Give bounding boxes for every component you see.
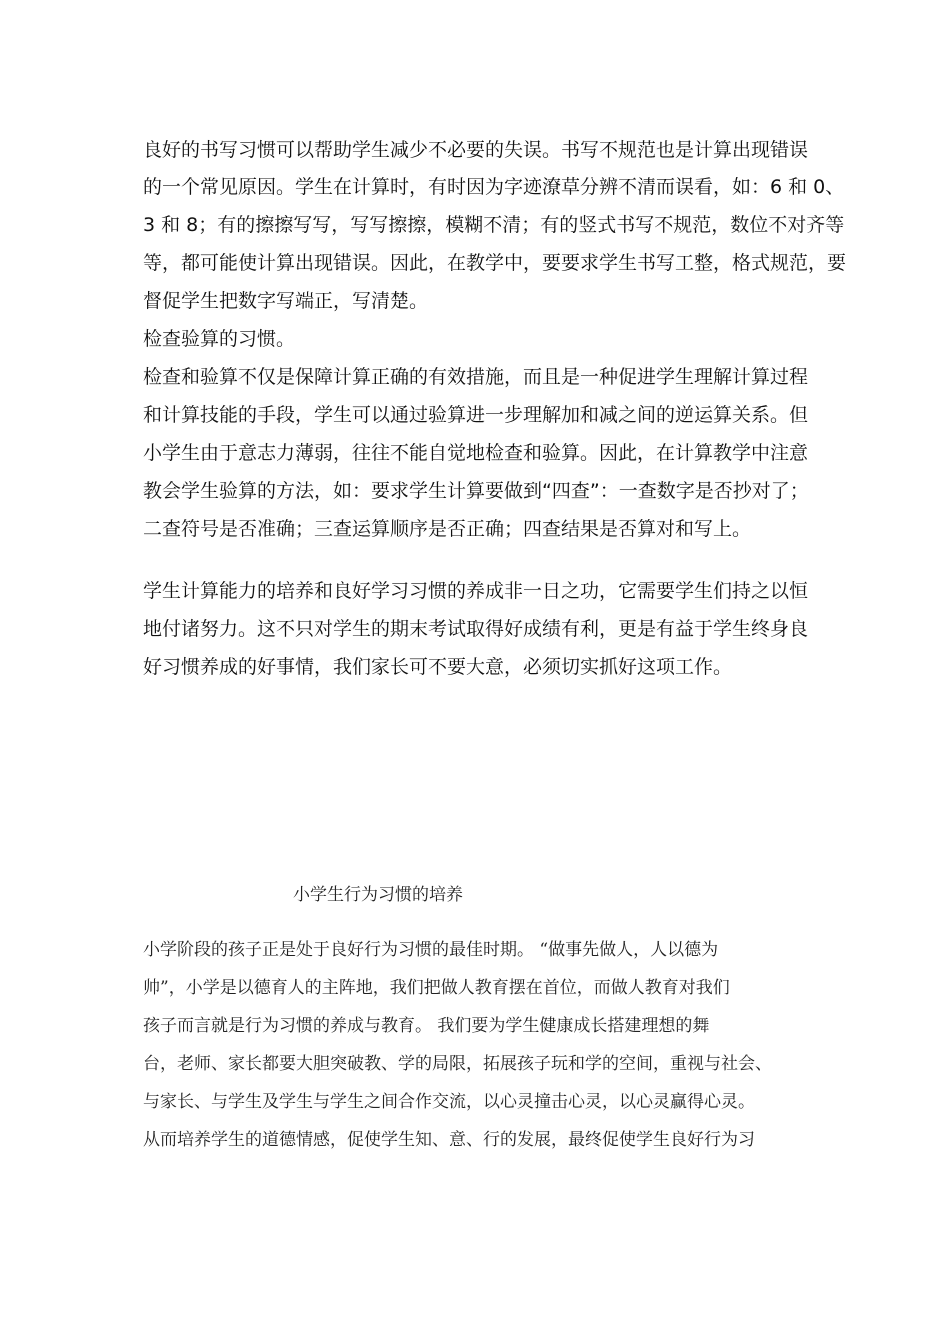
- paragraph-line: 孩子而言就是行为习惯的养成与教育。 我们要为学生健康成长搭建理想的舞: [143, 1016, 710, 1036]
- paragraph-line: 等，都可能使计算出现错误。因此，在教学中，要要求学生书写工整，格式规范，要: [143, 252, 847, 274]
- paragraph-line: 从而培养学生的道德情感，促使学生知、意、行的发展，最终促使学生良好行为习: [143, 1130, 755, 1150]
- paragraph-line: 的一个常见原因。学生在计算时，有时因为字迹潦草分辨不清而误看，如：6 和 0、: [143, 176, 845, 198]
- article-title: 小学生行为习惯的培养: [293, 885, 463, 905]
- paragraph-line: 教会学生验算的方法，如：要求学生计算要做到“四查”：一查数字是否抄对了；: [143, 480, 809, 502]
- paragraph-line: 良好的书写习惯可以帮助学生减少不必要的失误。书写不规范也是计算出现错误: [143, 139, 809, 161]
- section-heading: 检查验算的习惯。: [143, 328, 296, 350]
- paragraph-line: 督促学生把数字写端正，写清楚。: [143, 290, 429, 312]
- paragraph-line: 台，老师、家长都要大胆突破教、学的局限，拓展孩子玩和学的空间，重视与社会、: [143, 1054, 772, 1074]
- paragraph-line: 与家长、与学生及学生与学生之间合作交流，以心灵撞击心灵，以心灵赢得心灵。: [143, 1092, 755, 1112]
- paragraph-line: 检查和验算不仅是保障计算正确的有效措施，而且是一种促进学生理解计算过程: [143, 366, 809, 388]
- paragraph-line: 地付诸努力。这不只对学生的期末考试取得好成绩有利，更是有益于学生终身良: [143, 618, 809, 640]
- paragraph-line: 小学阶段的孩子正是处于良好行为习惯的最佳时期。 “做事先做人，人以德为: [143, 940, 719, 960]
- paragraph-line: 学生计算能力的培养和良好学习习惯的养成非一日之功，它需要学生们持之以恒: [143, 580, 809, 602]
- paragraph-line: 3 和 8；有的擦擦写写，写写擦擦，模糊不清；有的竖式书写不规范，数位不对齐等: [143, 214, 845, 236]
- paragraph-line: 帅”，小学是以德育人的主阵地，我们把做人教育摆在首位，而做人教育对我们: [143, 978, 730, 998]
- paragraph-line: 和计算技能的手段，学生可以通过验算进一步理解加和减之间的逆运算关系。但: [143, 404, 809, 426]
- paragraph-line: 二查符号是否准确；三查运算顺序是否正确；四查结果是否算对和写上。: [143, 518, 752, 540]
- paragraph-line: 好习惯养成的好事情，我们家长可不要大意，必须切实抓好这项工作。: [143, 656, 733, 678]
- paragraph-line: 小学生由于意志力薄弱，往往不能自觉地检查和验算。因此，在计算教学中注意: [143, 442, 809, 464]
